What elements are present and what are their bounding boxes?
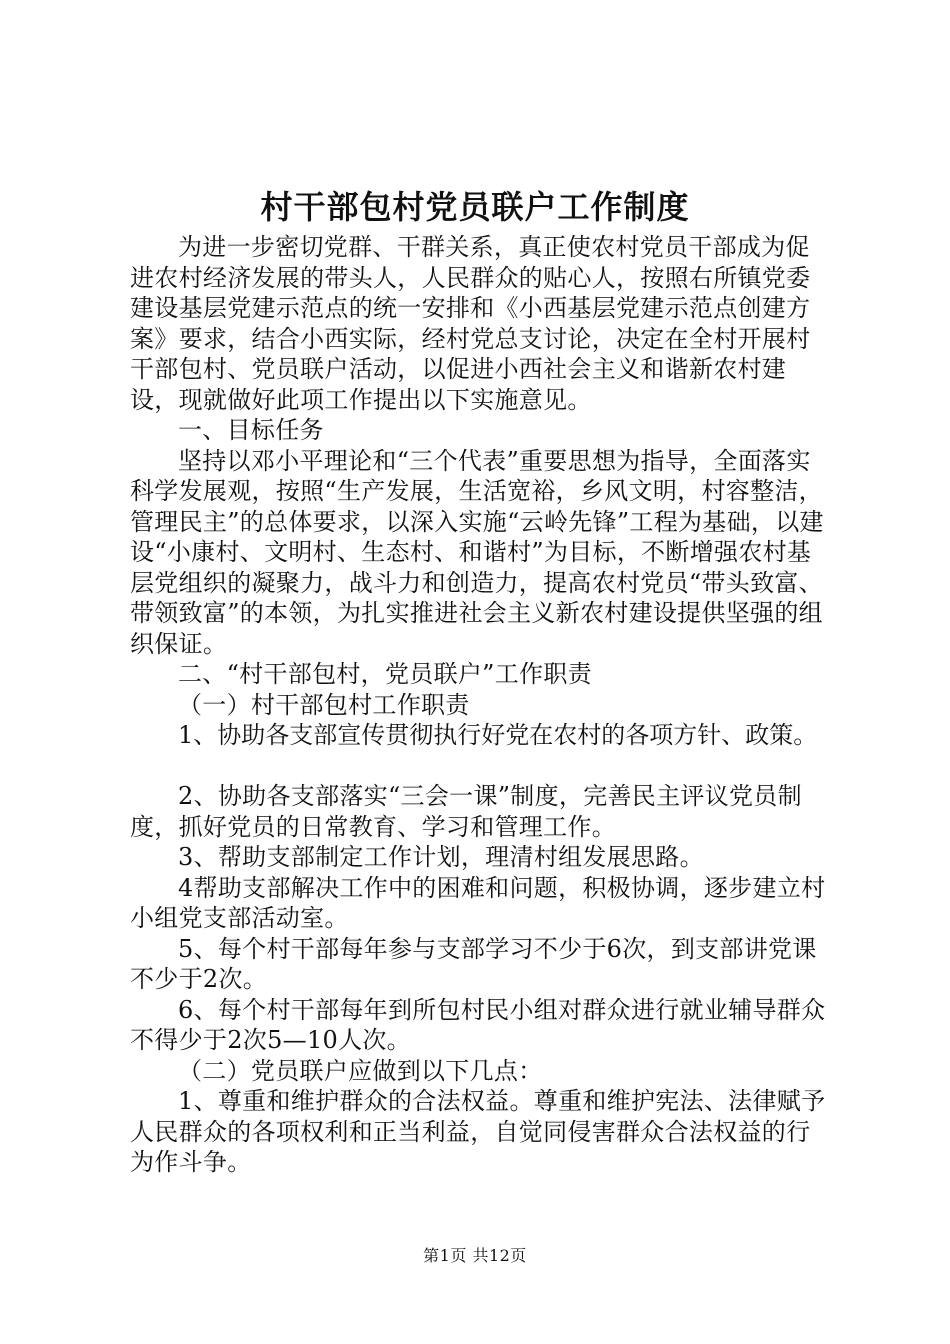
section-heading-goals: 一、目标任务 (178, 416, 324, 444)
subsection-heading-member: （二）党员联户应做到以下几点： (178, 1056, 543, 1085)
cadre-duty-item: 2、协助各支部落实“三会一课”制度，完善民主评议党员制度，抓好党员的日常教育、学习和管理工作。 (130, 782, 802, 841)
goals-paragraph: 坚持以邓小平理论和“三个代表”重要思想为指导，全面落实科学发展观，按照“生产发展，生活宽裕，乡风文明，村容整洁，管理民主”的总体要求，以深入实施“云岭先锋”工程为基础，以建设“小康村、文明村、生态村、和谐村”为目标，不断增强农村基层党组织的凝聚力，战斗力和创造力，提高农村党员“带头致富、带领致富”的本领，为扎实推进社会主义新农村建设提供坚强的组织保证。 (130, 446, 824, 658)
document-body (130, 232, 830, 1178)
cadre-duty-item: 3、帮助支部制定工作计划，理清村组发展思路。 (178, 843, 704, 871)
intro-paragraph: 为进一步密切党群、干群关系，真正使农村党员干部成为促进农村经济发展的带头人，人民群众的贴心人，按照右所镇党委建设基层党建示范点的统一安排和《小西基层党建示范点创建方案》要求，结合小西实际，经村党总支讨论，决定在全村开展村干部包村、党员联户活动，以促进小西社会主义和谐新农村建设，现就做好此项工作提出以下实施意见。 (130, 233, 811, 414)
document-title: 村干部包村党员联户工作制度 (260, 188, 690, 226)
cadre-duty-item: 1、协助各支部宣传贯彻执行好党在农村的各项方针、政策。 (178, 721, 818, 749)
cadre-duty-item: 4帮助支部解决工作中的困难和问题，积极协调，逐步建立村小组党支部活动室。 (130, 873, 826, 932)
member-duty-item: 1、尊重和维护群众的合法权益。尊重和维护宪法、法律赋予人民群众的各项权利和正当利益，自觉同侵害群众合法权益的行为作斗争。 (130, 1087, 826, 1176)
section-heading-duties: 二、“村干部包村，党员联户”工作职责 (178, 660, 592, 688)
cadre-duty-item: 5、每个村干部每年参与支部学习不少于6次，到支部讲党课不少于2次。 (130, 934, 817, 993)
page-number: 第1页 共12页 (423, 1246, 527, 1265)
cadre-duty-item: 6、每个村干部每年到所包村民小组对群众进行就业辅导群众不得少于2次5—10人次。 (130, 995, 826, 1054)
subsection-heading-cadre: （一）村干部包村工作职责 (178, 690, 470, 719)
